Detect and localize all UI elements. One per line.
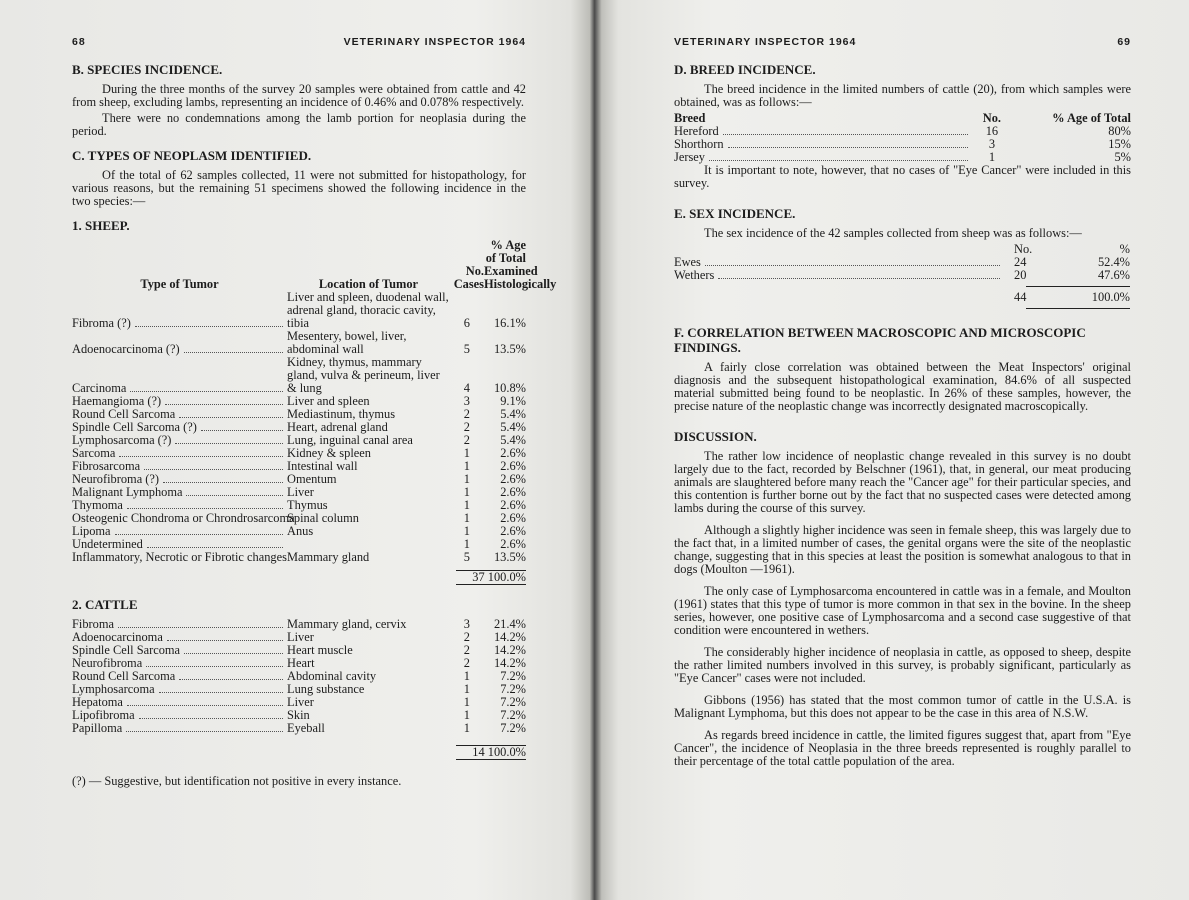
correlation-heading: F. CORRELATION BETWEEN MACROSCOPIC AND MICROSCOPIC FINDINGS. <box>674 325 1086 355</box>
leader-dots <box>201 430 283 431</box>
case-count: 1 <box>463 695 470 709</box>
tumor-location: Thymus <box>287 498 328 512</box>
tumor-type: Hepatoma <box>72 695 123 709</box>
table-row <box>674 138 1131 151</box>
case-count: 5 <box>463 550 470 564</box>
breed-count: 3 <box>988 137 996 151</box>
leader-dots <box>130 391 283 392</box>
sex-count: 20 <box>1014 268 1027 282</box>
case-count: 2 <box>463 643 470 657</box>
leader-dots <box>175 443 283 444</box>
tumor-location: Liver <box>287 485 314 499</box>
breed-incidence-paragraph-1: The breed incidence in the limited numbers of cattle (20), from which samples were obtained, was as follows:— <box>674 82 1131 109</box>
leader-dots <box>186 495 283 496</box>
cattle-heading: 2. CATTLE <box>72 597 138 612</box>
case-percent: 7.2% <box>500 682 526 696</box>
breed-incidence-paragraph-2: It is important to note, however, that no cases of "Eye Cancer" were included in this survey. <box>674 163 1131 190</box>
tumor-location-cell <box>287 291 450 330</box>
table-row <box>72 356 526 395</box>
right-running-header <box>674 36 1131 48</box>
tumor-type: Malignant Lymphoma <box>72 485 183 499</box>
leader-dots <box>184 352 283 353</box>
case-percent: 2.6% <box>500 446 526 460</box>
breed-percent: 15% <box>1108 137 1131 151</box>
case-count: 1 <box>463 669 470 683</box>
sheep-total: 37 100.0% <box>472 570 526 584</box>
neoplasm-types-heading: C. TYPES OF NEOPLASM IDENTIFIED. <box>72 148 312 163</box>
case-count: 2 <box>463 656 470 670</box>
sex-table-header <box>674 243 1131 256</box>
case-percent: 7.2% <box>500 695 526 709</box>
tumor-type: Osteogenic Chondroma or Chrondrosarcoma <box>72 511 295 525</box>
breed-pct-header: % Age of Total <box>1052 111 1131 125</box>
correlation-paragraph: A fairly close correlation was obtained between the Meat Inspectors' original diagnosis and the subsequent histopathological examination, 84.6% of all suspected material submitted being found to be neoplastic. In 26% of these samples, however, the precise nature of the neoplastic change was incorrectly designated macroscopically. <box>674 360 1131 413</box>
right-page <box>604 0 1189 900</box>
breed-table <box>674 112 1131 164</box>
tumor-location: Mammary gland <box>287 550 370 564</box>
sheep-heading: 1. SHEEP. <box>72 218 130 233</box>
tumor-type: Adoenocarcinoma (?) <box>72 342 180 356</box>
leader-dots <box>144 469 283 470</box>
discussion-paragraph-6: As regards breed incidence in cattle, the limited figures suggest that, apart from "Eye Cancer", the incidence of Neoplasia in the three breeds represented is roughly parallel to their percentage of the total cattle population of the area. <box>674 728 1131 768</box>
case-count: 1 <box>463 459 470 473</box>
leader-dots <box>139 718 283 719</box>
tumor-location-cell <box>287 525 450 538</box>
leader-dots <box>159 692 283 693</box>
case-count: 1 <box>463 446 470 460</box>
tumor-location: Lung substance <box>287 682 365 696</box>
tumor-type: Lipofibroma <box>72 708 135 722</box>
sex-percent: 47.6% <box>1097 268 1130 282</box>
tumor-type: Round Cell Sarcoma <box>72 407 176 421</box>
breed-table-header <box>674 112 1131 125</box>
sheep-table-header <box>72 238 557 291</box>
tumor-location: Mediastinum, thymus <box>287 407 396 421</box>
case-percent: 14.2% <box>493 643 526 657</box>
tumor-type: Carcinoma <box>72 381 127 395</box>
breed-no-header: No. <box>982 111 1002 125</box>
right-running-title: VETERINARY INSPECTOR 1964 <box>674 36 857 48</box>
tumor-location: Mesentery, bowel, liver, abdominal wall <box>287 329 407 356</box>
case-percent: 2.6% <box>500 511 526 525</box>
type-header: Type of Tumor <box>140 277 219 291</box>
tumor-type: Sarcoma <box>72 446 116 460</box>
left-running-title: VETERINARY INSPECTOR 1964 <box>343 36 526 48</box>
case-percent: 7.2% <box>500 721 526 735</box>
leader-dots <box>115 534 283 535</box>
tumor-location: Skin <box>287 708 310 722</box>
sex-total-underline <box>1026 308 1130 309</box>
case-percent: 5.4% <box>500 407 526 421</box>
tumor-type: Lymphosarcoma (?) <box>72 433 172 447</box>
cattle-rows <box>72 618 526 735</box>
tumor-location: Intestinal wall <box>287 459 358 473</box>
table-row <box>674 125 1131 138</box>
case-percent: 5.4% <box>500 433 526 447</box>
table-row <box>674 269 1131 282</box>
tumor-location: Liver and spleen <box>287 394 370 408</box>
tumor-location: Heart <box>287 656 315 670</box>
left-page <box>0 0 586 900</box>
leader-dots <box>705 256 1000 266</box>
case-percent: 2.6% <box>500 498 526 512</box>
case-percent: 7.2% <box>500 669 526 683</box>
table-row <box>72 291 526 330</box>
neoplasm-types-paragraph: Of the total of 62 samples collected, 11 were not submitted for histopathology, for various reasons, but the remaining 51 specimens showed the following incidence in the two species:— <box>72 168 526 208</box>
case-percent: 2.6% <box>500 524 526 538</box>
leader-dots <box>147 547 283 548</box>
case-count: 4 <box>463 381 470 395</box>
percent-header: % Age of Total Examined Histologically <box>484 238 557 291</box>
breed-rows <box>674 125 1131 164</box>
discussion-paragraph-1: The rather low incidence of neoplastic change revealed in this survey is no doubt largely due to the fact, recorded by Belschner (1961), that, in general, our meat producing animals are slaughtered before many reach the "Cancer age" for their particular species, and this contention is further borne out by the fact that no suspected cases were detected among lambs during the course of this survey. <box>674 449 1131 515</box>
breed-name: Shorthorn <box>674 137 724 151</box>
case-count: 3 <box>463 394 470 408</box>
sex-name: Wethers <box>674 268 715 282</box>
leader-dots <box>118 627 283 628</box>
case-count: 1 <box>463 511 470 525</box>
tumor-location-cell <box>287 356 450 395</box>
tumor-type-cell <box>72 343 287 356</box>
leader-dots <box>179 679 283 680</box>
sex-percent: 52.4% <box>1097 255 1130 269</box>
case-percent: 10.8% <box>493 381 526 395</box>
case-percent: 16.1% <box>493 316 526 330</box>
sex-rows <box>674 256 1131 282</box>
tumor-type: Neurofibroma (?) <box>72 472 160 486</box>
leader-dots <box>165 404 283 405</box>
case-percent: 14.2% <box>493 630 526 644</box>
tumor-location-cell <box>287 330 450 356</box>
discussion-paragraph-3: The only case of Lymphosarcoma encountered in cattle was in a female, and Moulton (1961) states that this type of tumor is more common in that sex in the bovine. In the sheep series, however, one positive case of Lymphosarcoma and a second case suggestive of that condition were encountered in wethers. <box>674 584 1131 637</box>
sex-total-rule <box>1026 286 1130 287</box>
leader-dots <box>127 705 283 706</box>
case-count: 1 <box>463 485 470 499</box>
tumor-location: Eyeball <box>287 721 325 735</box>
sex-total-no: 44 <box>1014 290 1027 304</box>
case-count: 2 <box>463 420 470 434</box>
breed-count: 1 <box>988 150 996 164</box>
species-incidence-paragraph-2: There were no condemnations among the lamb portion for neoplasia during the period. <box>72 111 526 138</box>
tumor-type: Round Cell Sarcoma <box>72 669 176 683</box>
sex-total-row <box>674 291 1131 304</box>
cattle-tumor-table <box>72 618 526 760</box>
sex-total-pct: 100.0% <box>1091 290 1130 304</box>
tumor-type: Adoenocarcinoma <box>72 630 163 644</box>
case-percent: 9.1% <box>500 394 526 408</box>
case-percent: 2.6% <box>500 537 526 551</box>
tumor-type: Lipoma <box>72 524 111 538</box>
breed-name: Hereford <box>674 124 719 138</box>
leader-dots <box>126 731 283 732</box>
tumor-location: Anus <box>287 524 314 538</box>
breed-incidence-heading: D. BREED INCIDENCE. <box>674 62 816 77</box>
species-incidence-paragraph-1: During the three months of the survey 20 samples were obtained from cattle and 42 from sheep, excluding lambs, representing an incidence of 0.46% and 0.078% respectively. <box>72 82 526 109</box>
case-count: 6 <box>463 316 470 330</box>
breed-name: Jersey <box>674 150 705 164</box>
case-percent: 2.6% <box>500 459 526 473</box>
leader-dots <box>179 417 283 418</box>
tumor-type: Spindle Cell Sarcoma (?) <box>72 420 197 434</box>
left-page-number: 68 <box>72 36 86 48</box>
tumor-location-cell <box>287 696 450 709</box>
case-count: 1 <box>463 682 470 696</box>
sex-name: Ewes <box>674 255 701 269</box>
case-percent: 13.5% <box>493 550 526 564</box>
cattle-total-underline <box>456 759 526 760</box>
tumor-location: Mammary gland, cervix <box>287 617 407 631</box>
leader-dots <box>723 125 968 135</box>
tumor-type: Fibroma (?) <box>72 316 131 330</box>
breed-header: Breed <box>674 111 706 125</box>
leader-dots <box>163 482 283 483</box>
table-row <box>674 256 1131 269</box>
tumor-location-cell <box>287 722 450 735</box>
tumor-type: Fibroma <box>72 617 114 631</box>
case-percent: 5.4% <box>500 420 526 434</box>
case-percent: 14.2% <box>493 656 526 670</box>
breed-percent: 5% <box>1114 150 1131 164</box>
sex-pct-header: % <box>1119 242 1130 256</box>
left-running-header <box>72 36 526 48</box>
right-page-number: 69 <box>1117 36 1131 48</box>
case-percent: 2.6% <box>500 485 526 499</box>
leader-dots <box>718 269 1000 279</box>
tumor-type: Thymoma <box>72 498 123 512</box>
leader-dots <box>119 456 283 457</box>
table-row <box>72 330 526 356</box>
breed-count: 16 <box>985 124 999 138</box>
tumor-type: Undetermined <box>72 537 143 551</box>
case-count: 2 <box>463 630 470 644</box>
discussion-paragraph-5: Gibbons (1956) has stated that the most common tumor of cattle in the U.S.A. is Malignant Lymphoma, but this does not appear to be the case in this area of N.S.W. <box>674 693 1131 720</box>
tumor-type: Inflammatory, Necrotic or Fibrotic changes <box>72 550 287 564</box>
discussion-heading: DISCUSSION. <box>674 429 757 444</box>
case-count: 1 <box>463 472 470 486</box>
discussion-paragraph-2: Although a slightly higher incidence was seen in female sheep, this was largely due to the fact that, in a limited number of cases, the genital organs were the site of the neoplastic change, suggesting that in this species at least the position is somewhat analogous to that in dogs (Moulton —1961). <box>674 523 1131 576</box>
cases-header: No. Cases <box>453 264 484 291</box>
sex-incidence-heading: E. SEX INCIDENCE. <box>674 206 796 221</box>
tumor-location: Heart, adrenal gland <box>287 420 388 434</box>
table-row <box>72 551 526 564</box>
tumor-location-cell <box>287 551 450 564</box>
tumor-type-cell <box>72 317 287 330</box>
footnote: (?) — Suggestive, but identification not positive in every instance. <box>72 774 402 788</box>
leader-dots <box>167 640 283 641</box>
sex-name-cell <box>674 256 1004 269</box>
tumor-location: Omentum <box>287 472 337 486</box>
tumor-location: Kidney, thymus, mammary gland, vulva & perineum, liver & lung <box>287 355 440 395</box>
sex-incidence-paragraph: The sex incidence of the 42 samples collected from sheep was as follows:— <box>704 226 1082 240</box>
tumor-type: Fibrosarcoma <box>72 459 141 473</box>
tumor-location: Spinal column <box>287 511 359 525</box>
leader-dots <box>728 138 968 148</box>
sex-no-header: No. <box>1014 242 1033 256</box>
tumor-type: Spindle Cell Sarcoma <box>72 643 181 657</box>
species-incidence-heading: B. SPECIES INCIDENCE. <box>72 62 223 77</box>
tumor-location: Liver <box>287 695 314 709</box>
tumor-location: Lung, inguinal canal area <box>287 433 413 447</box>
case-percent: 21.4% <box>493 617 526 631</box>
tumor-location: Liver <box>287 630 314 644</box>
tumor-type-cell <box>72 722 287 735</box>
leader-dots <box>135 326 283 327</box>
sex-name-cell <box>674 269 1004 282</box>
case-count: 1 <box>463 721 470 735</box>
leader-dots <box>184 653 283 654</box>
case-count: 2 <box>463 407 470 421</box>
sheep-total-underline <box>456 584 526 585</box>
tumor-location: Heart muscle <box>287 643 353 657</box>
case-count: 5 <box>463 342 470 356</box>
case-count: 1 <box>463 708 470 722</box>
case-percent: 7.2% <box>500 708 526 722</box>
case-count: 1 <box>463 524 470 538</box>
case-percent: 13.5% <box>493 342 526 356</box>
leader-dots <box>146 666 283 667</box>
discussion-paragraph-4: The considerably higher incidence of neoplasia in cattle, as opposed to sheep, despite the rather limited numbers involved in this survey, is probably significant, particularly as "Eye Cancer" cases were not included. <box>674 645 1131 685</box>
breed-percent: 80% <box>1108 124 1131 138</box>
breed-name-cell <box>674 138 972 151</box>
leader-dots <box>709 151 968 161</box>
tumor-type: Papilloma <box>72 721 123 735</box>
sex-table <box>674 243 1131 309</box>
case-count: 2 <box>463 433 470 447</box>
sheep-tumor-table <box>72 238 557 585</box>
tumor-location: Abdominal cavity <box>287 669 377 683</box>
tumor-location: Kidney & spleen <box>287 446 371 460</box>
case-count: 1 <box>463 537 470 551</box>
location-header: Location of Tumor <box>318 277 419 291</box>
tumor-type: Lymphosarcoma <box>72 682 155 696</box>
case-count: 1 <box>463 498 470 512</box>
tumor-type: Neurofibroma <box>72 656 143 670</box>
cattle-total: 14 100.0% <box>472 745 526 759</box>
case-percent: 2.6% <box>500 472 526 486</box>
tumor-type: Haemangioma (?) <box>72 394 162 408</box>
case-count: 3 <box>463 617 470 631</box>
leader-dots <box>127 508 283 509</box>
tumor-type-cell <box>72 551 287 564</box>
table-row <box>72 722 526 735</box>
sex-count: 24 <box>1014 255 1027 269</box>
tumor-location: Liver and spleen, duodenal wall, adrenal gland, thoracic cavity, tibia <box>287 290 449 330</box>
sheep-rows <box>72 291 526 564</box>
